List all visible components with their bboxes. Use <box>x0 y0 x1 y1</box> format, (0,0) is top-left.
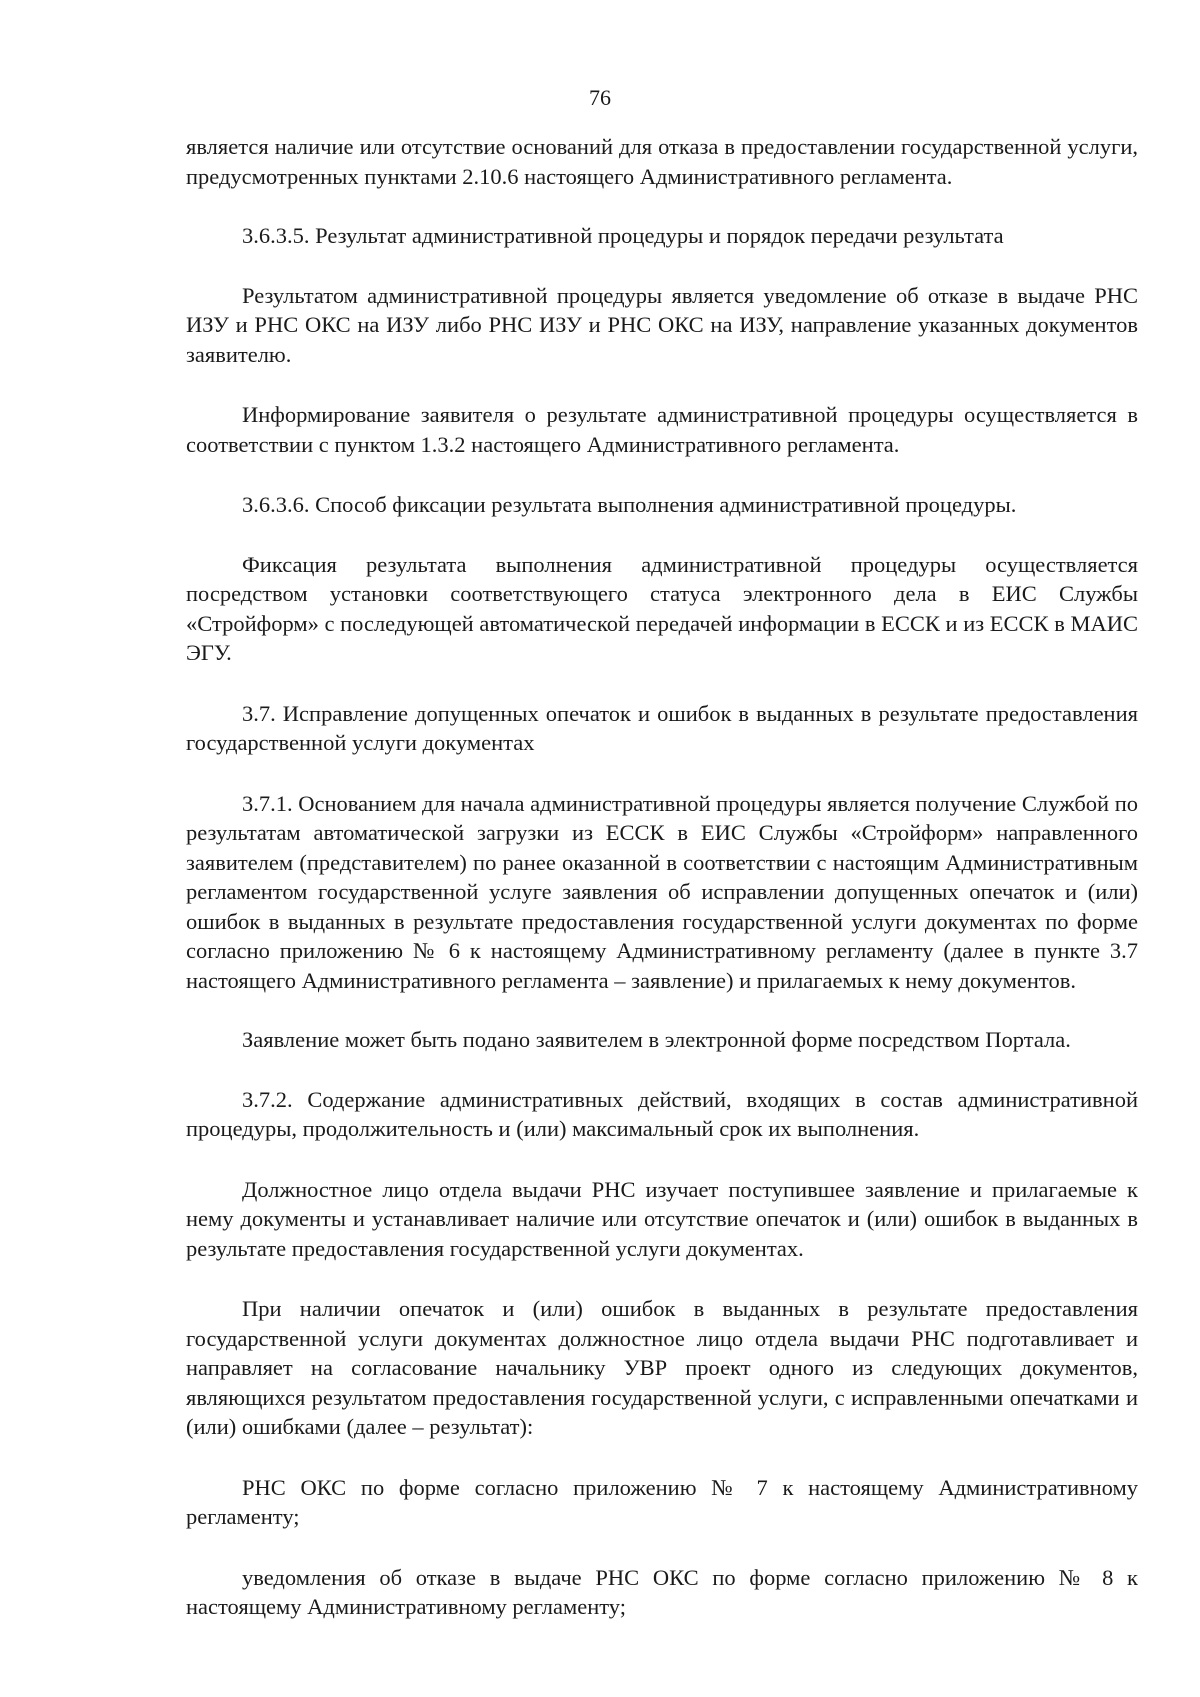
paragraph-fixation: Фиксация результата выполнения административной процедуры осуществляется посредством установки соответствующего статуса электронного дела в ЕИС Службы «Стройформ» с последующей автоматической передачей информации в ЕССК и из ЕССК в МАИС ЭГУ. <box>186 551 1138 665</box>
section-heading-3-7-2: 3.7.2. Содержание административных действий, входящих в состав административной процедуры, продолжительность и (или) максимальный срок их выполнения. <box>186 1086 1138 1141</box>
paragraph-portal: Заявление может быть подано заявителем в электронной форме посредством Портала. <box>242 1027 1071 1052</box>
section-heading-3-6-3-6: 3.6.3.6. Способ фиксации результата выполнения административной процедуры. <box>242 492 1017 517</box>
paragraph-3-7-1: 3.7.1. Основанием для начала административной процедуры является получение Службой по результатам автоматической загрузки из ЕССК в ЕИС Службы «Стройформ» направленного заявителем (представителем) по ранее оказанной в соответствии с настоящим Административным регламентом государственной услуге заявления об исправлении допущенных опечаток и (или) ошибок в выданных в результате предоставления государственной услуги документах по форме согласно приложению № 6 к настоящему Административному регламенту (далее в пункте 3.7 настоящего Административного регламента – заявление) и прилагаемых к нему документов. <box>186 790 1138 993</box>
section-heading-3-6-3-5: 3.6.3.5. Результат административной процедуры и порядок передачи результата <box>242 223 1004 248</box>
paragraph-errors-found: При наличии опечаток и (или) ошибок в выданных в результате предоставления государственной услуги документах должностное лицо отдела выдачи РНС подготавливает и направляет на согласование начальнику УВР проект одного из следующих документов, являющихся результатом предоставления государственной услуги, с исправленными опечатками и (или) ошибками (далее – результат): <box>186 1296 1138 1439</box>
paragraph-result: Результатом административной процедуры является уведомление об отказе в выдаче РНС ИЗУ и РНС ОКС на ИЗУ либо РНС ИЗУ и РНС ОКС на ИЗУ, направление указанных документов заявителю. <box>186 282 1138 367</box>
paragraph-continuation: является наличие или отсутствие оснований для отказа в предоставлении государственной услуги, предусмотренных пунктами 2.10.6 настоящего Административного регламента. <box>186 134 1138 189</box>
section-heading-3-7: 3.7. Исправление допущенных опечаток и ошибок в выданных в результате предоставления государственной услуги документах <box>186 700 1138 755</box>
page-number: 76 <box>589 85 611 110</box>
paragraph-official-review: Должностное лицо отдела выдачи РНС изучает поступившее заявление и прилагаемые к нему документы и устанавливает наличие или отсутствие опечаток и (или) ошибок в выданных в результате предоставления государственной услуги документах. <box>186 1176 1138 1261</box>
list-item-refusal-notice: уведомления об отказе в выдаче РНС ОКС по форме согласно приложению № 8 к настоящему Административному регламенту; <box>186 1564 1138 1619</box>
document-body <box>186 132 1138 1622</box>
list-item-rns-oks: РНС ОКС по форме согласно приложению № 7 к настоящему Административному регламенту; <box>186 1474 1138 1529</box>
paragraph-informing: Информирование заявителя о результате административной процедуры осуществляется в соответствии с пунктом 1.3.2 настоящего Административного регламента. <box>186 402 1138 457</box>
